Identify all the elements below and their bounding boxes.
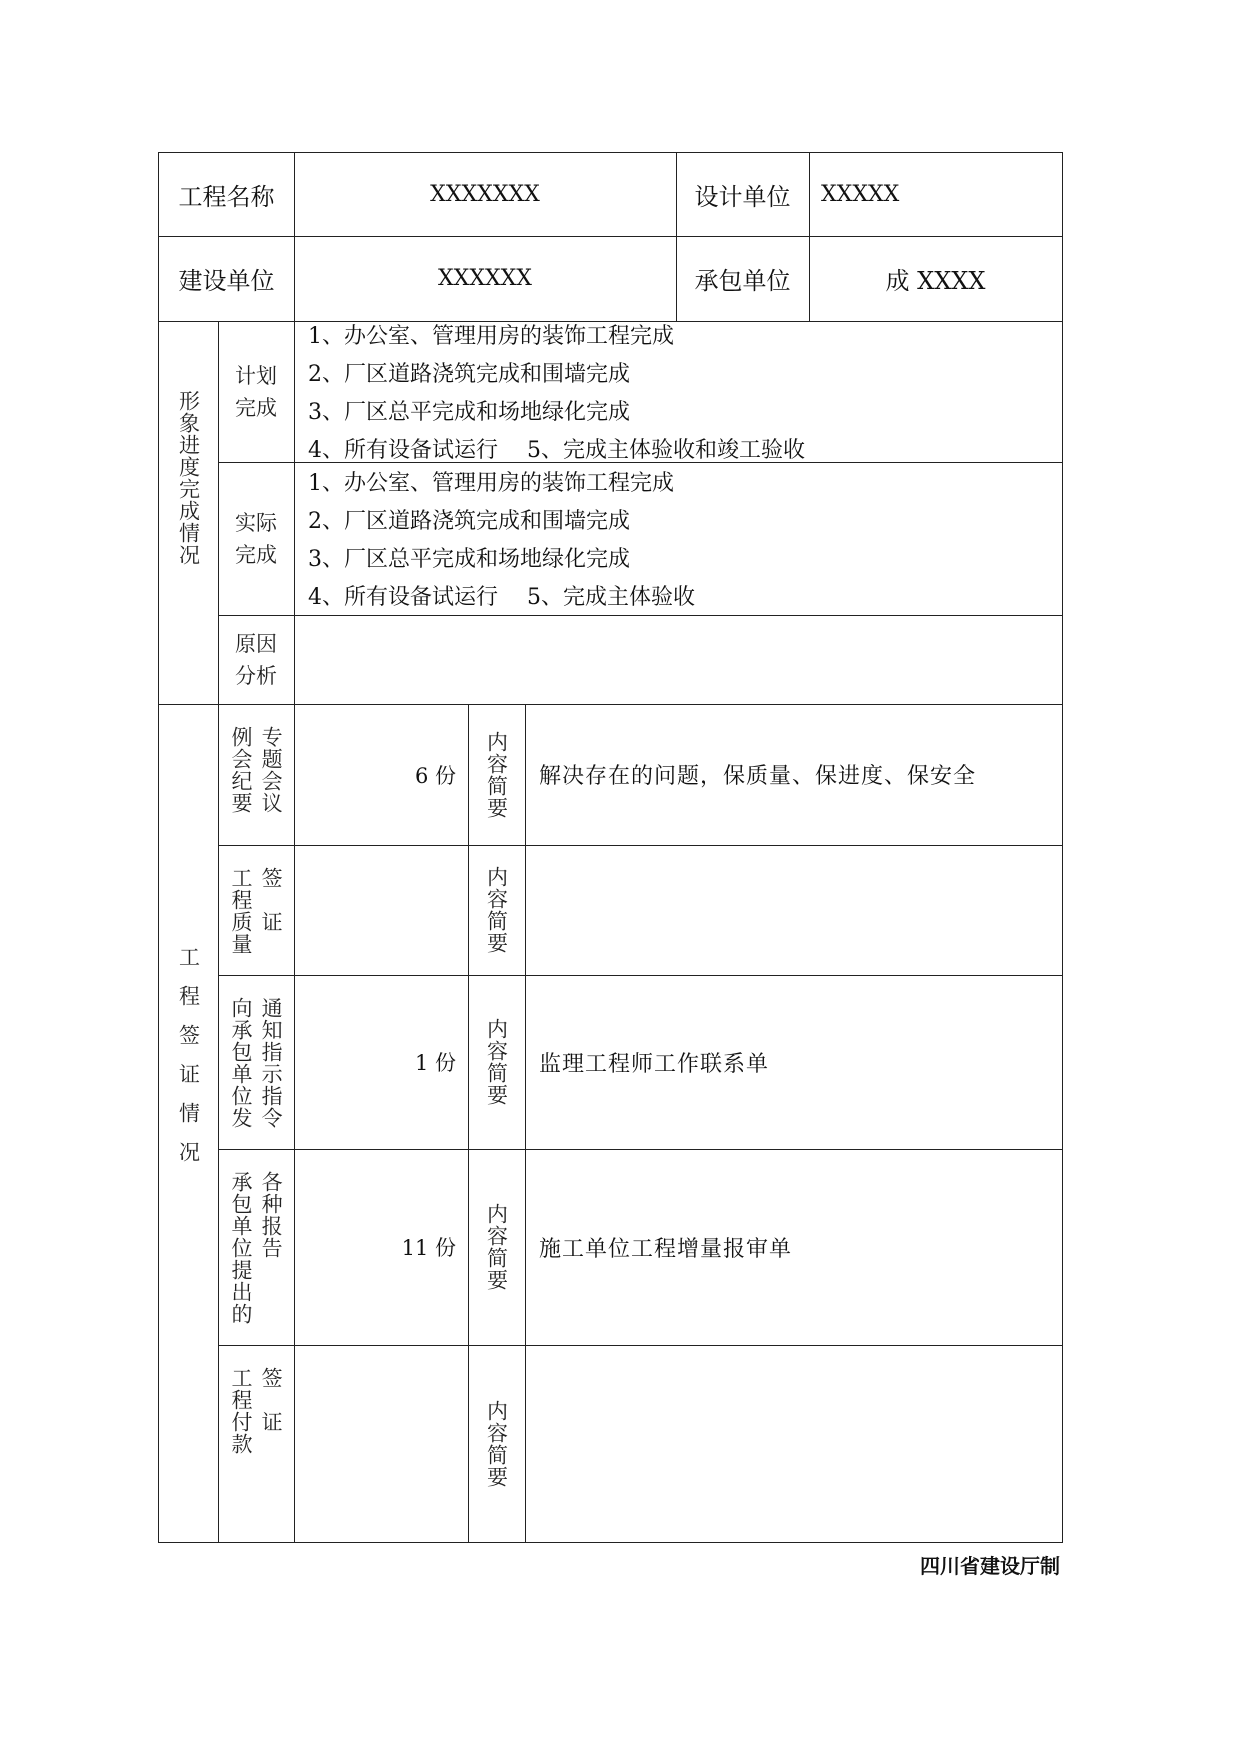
planned-label-cell [218,321,294,462]
summary-label: 内容简要 [484,1399,509,1488]
summary-label: 内容简要 [484,1203,509,1291]
list-item: 1、办公室、管理用房的装饰工程完成 [308,471,674,496]
project-name-value: XXXXXXX [430,182,540,207]
design-unit-label: 设计单位 [694,183,791,211]
list-item: 2、厂区道路浇筑完成和围墙完成 [308,362,630,387]
visa-row-summary [525,845,1062,975]
reason-label: 原因分析 [235,631,277,688]
visa-row-label-part: 签 证 [259,1367,284,1433]
planned-label: 计划完成 [235,363,277,420]
contractor-label: 承包单位 [694,267,791,295]
list-item: 2、厂区道路浇筑完成和围墙完成 [308,509,630,534]
contractor-value: 成 XXXX [885,267,986,295]
visa-row-label-part: 例会纪要 [229,726,253,814]
visa-row-summary: 解决存在的问题，保质量、保进度、保安全 [539,764,977,789]
progress-section-label: 形象进度完成情况 [176,389,201,566]
summary-label: 内容简要 [484,730,509,819]
visa-row-summary-label-cell [468,975,525,1149]
visa-row-count: 11 份 [401,1236,456,1260]
visa-section-label-cell [159,704,218,1542]
issuer-footer: 四川省建设厅制 [920,1554,1060,1578]
visa-row-label [218,975,294,1149]
build-unit-value: XXXXXX [438,266,532,291]
list-item: 3、厂区总平完成和场地绿化完成 [308,547,630,572]
visa-row-label-part: 工程质量 [229,867,253,955]
visa-row-summary-label-cell [468,845,525,975]
actual-label: 实际完成 [235,510,277,567]
progress-report-form [158,152,1063,1543]
visa-row-count: 6 份 [414,763,456,788]
planned-items [308,319,805,464]
list-item: 4、所有设备试运行 5、完成主体验收和竣工验收 [308,438,805,463]
actual-items [308,466,695,611]
planned-content [294,321,1062,462]
visa-row-label [218,1345,294,1542]
visa-row-summary-label-cell [468,1149,525,1345]
visa-row-summary-label-cell [468,1345,525,1542]
project-name-label: 工程名称 [178,183,275,211]
visa-row-summary-label-cell [468,704,525,845]
visa-row-label-part: 通知指示指令 [259,997,284,1129]
progress-section-label-cell [159,321,218,704]
visa-row-label [218,1149,294,1345]
visa-row-label-part: 专题会议 [259,726,284,814]
visa-row-summary [525,1345,1062,1542]
visa-row-label-part: 各种报告 [259,1171,284,1259]
summary-label: 内容简要 [484,866,509,954]
visa-row-label [218,845,294,975]
reason-value [294,615,1062,704]
visa-row-summary: 施工单位工程增量报审单 [539,1236,793,1262]
actual-label-cell [218,462,294,615]
visa-row-count [294,1345,468,1542]
list-item: 1、办公室、管理用房的装饰工程完成 [308,324,674,349]
visa-row-label-part: 签 证 [259,867,284,933]
visa-row-count: 1 份 [414,1051,456,1075]
summary-label: 内容简要 [484,1018,509,1106]
list-item: 3、厂区总平完成和场地绿化完成 [308,400,630,425]
visa-row-label-part: 工程付款 [229,1367,253,1455]
visa-row-label-part: 承包单位提出的 [229,1171,253,1325]
actual-content [294,462,1062,615]
design-unit-value: XXXXX [821,182,900,207]
visa-row-label-part: 向承包单位发 [229,997,253,1129]
visa-section-label: 工程签证情况 [176,946,201,1180]
reason-label-cell [218,615,294,704]
build-unit-label: 建设单位 [178,267,275,295]
visa-row-count [294,845,468,975]
list-item: 4、所有设备试运行 5、完成主体验收 [308,585,695,610]
visa-row-summary: 监理工程师工作联系单 [539,1051,770,1077]
visa-row-label [218,704,294,845]
